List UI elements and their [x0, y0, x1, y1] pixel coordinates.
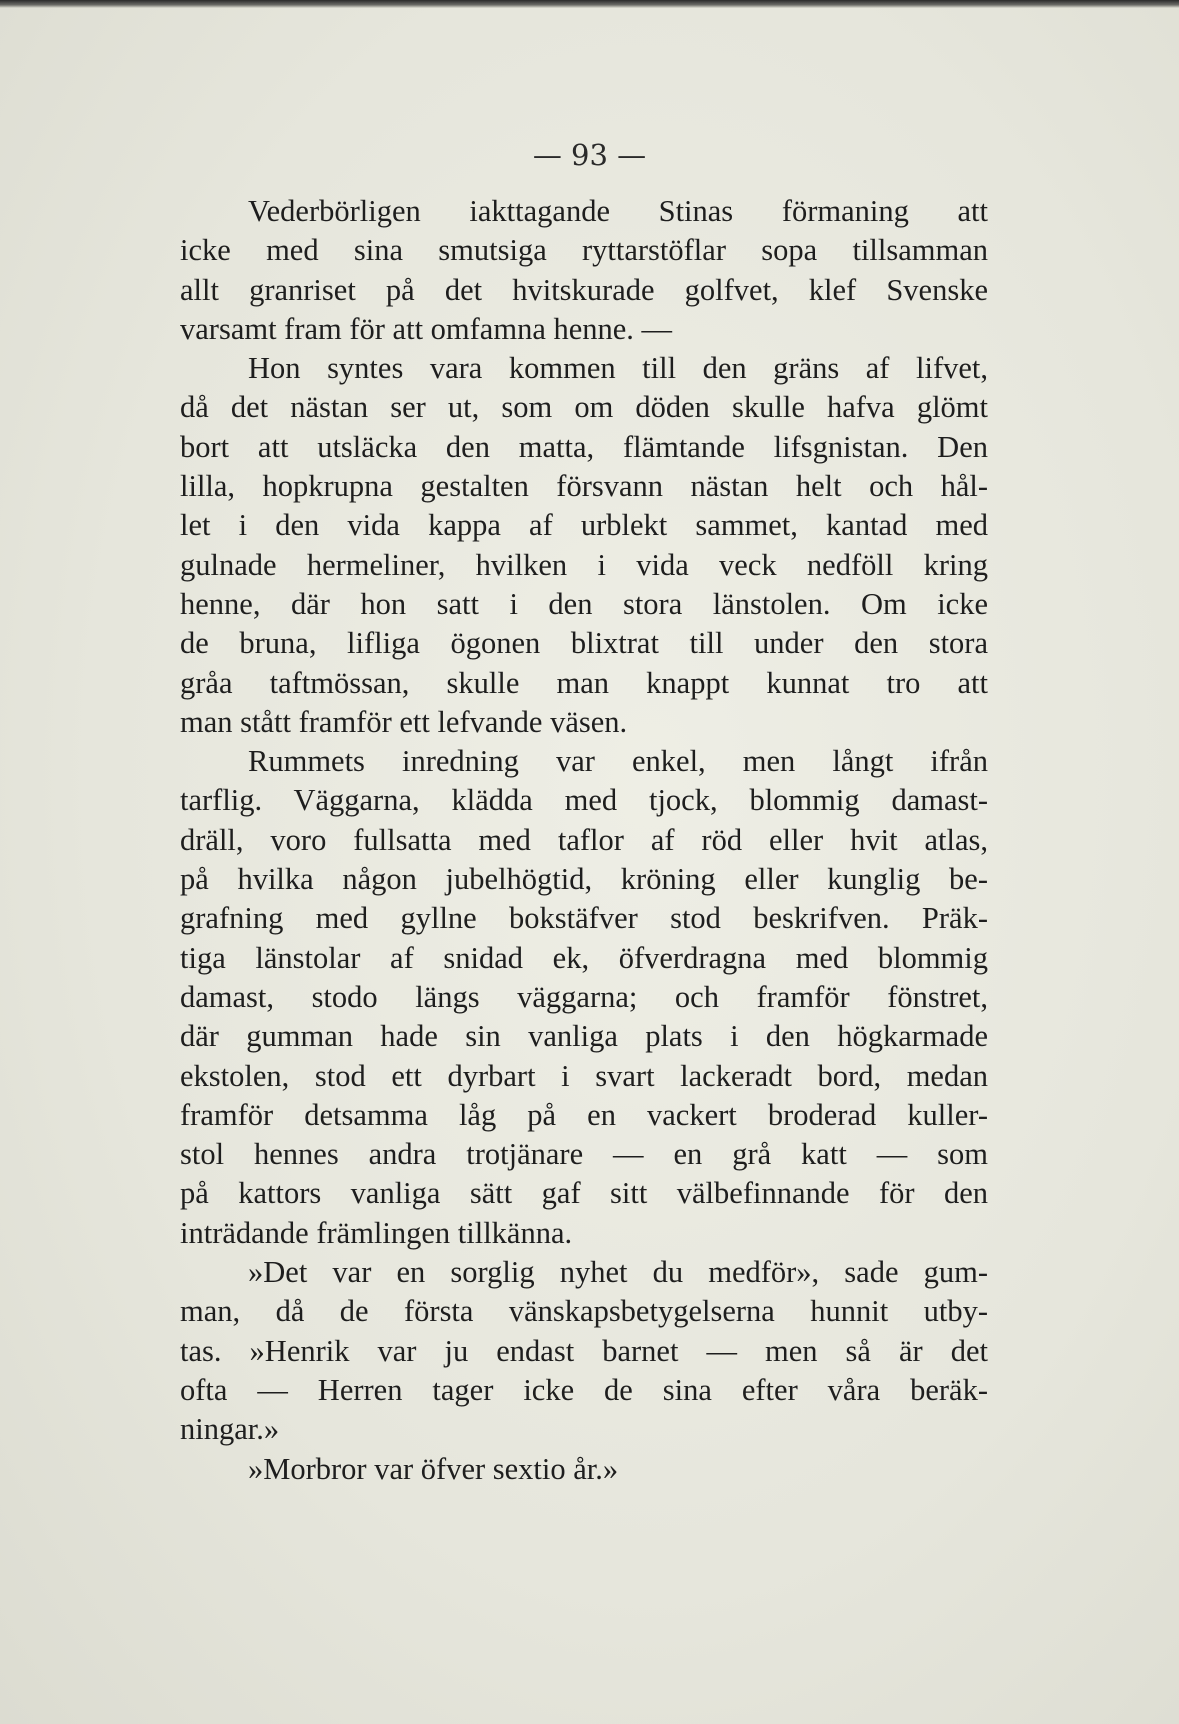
text-line: let i den vida kappa af urblekt sammet, kantad med — [180, 508, 988, 543]
text-line: de bruna, lifliga ögonen blixtrat till under den stora — [180, 626, 988, 661]
text-line: stol hennes andra trotjänare — en grå katt — som — [180, 1137, 988, 1172]
text-line: tiga länstolar af snidad ek, öfverdragna med blommig — [180, 940, 988, 975]
text-line: då det nästan ser ut, som om döden skulle hafva glömt — [180, 390, 988, 425]
text-line: på hvilka någon jubelhögtid, kröning eller kunglig be- — [180, 862, 988, 897]
text-line: där gumman hade sin vanliga plats i den högkarmade — [180, 1019, 988, 1054]
text-line: icke med sina smutsiga ryttarstöflar sopa tillsamman — [180, 233, 988, 268]
text-line: gulnade hermeliner, hvilken i vida veck nedföll kring — [180, 547, 988, 582]
text-line: Rummets inredning var enkel, men långt ifrån — [248, 744, 988, 779]
body-text — [180, 192, 988, 1489]
text-line: bort att utsläcka den matta, flämtande lifsgnistan. Den — [180, 429, 988, 464]
text-line: man, då de första vänskapsbetygelserna hunnit utby- — [180, 1294, 988, 1329]
text-line: »Det var en sorglig nyhet du medför», sade gum- — [248, 1255, 988, 1290]
text-line: ekstolen, stod ett dyrbart i svart lackeradt bord, medan — [180, 1058, 988, 1093]
text-line: lilla, hopkrupna gestalten försvann nästan helt och hål- — [180, 469, 988, 504]
text-line: ningar.» — [180, 1412, 280, 1447]
text-line: »Morbror var öfver sextio år.» — [248, 1451, 619, 1486]
text-line: Vederbörligen iakttagande Stinas förmaning att — [248, 194, 988, 228]
text-line: allt granriset på det hvitskurade golfvet, klef Svenske — [180, 272, 988, 307]
text-line: dräll, voro fullsatta med taflor af röd eller hvit atlas, — [180, 822, 988, 857]
text-line: framför detsamma låg på en vackert broderad kuller- — [180, 1097, 988, 1132]
text-line: man stått framför ett lefvande väsen. — [180, 704, 628, 739]
text-line: inträdande främlingen tillkänna. — [180, 1215, 573, 1250]
page-top-edge — [0, 0, 1179, 8]
text-line: Hon syntes vara kommen till den gräns af lifvet, — [248, 351, 988, 386]
text-line: tas. »Henrik var ju endast barnet — men så är det — [180, 1333, 988, 1368]
page-number: — 93 — — [532, 138, 647, 172]
text-line: grafning med gyllne bokstäfver stod beskrifven. Präk- — [180, 901, 988, 936]
text-line: henne, där hon satt i den stora länstolen. Om icke — [180, 586, 988, 621]
text-line: gråa taftmössan, skulle man knappt kunnat tro att — [180, 665, 988, 700]
text-line: tarflig. Väggarna, klädda med tjock, blommig damast- — [180, 783, 988, 818]
text-line: varsamt fram för att omfamna henne. — — [180, 311, 673, 346]
text-line: ofta — Herren tager icke de sina efter våra beräk- — [180, 1372, 988, 1407]
text-line: på kattors vanliga sätt gaf sitt välbefinnande för den — [180, 1176, 988, 1211]
text-line: damast, stodo längs väggarna; och framför fönstret, — [180, 979, 988, 1014]
